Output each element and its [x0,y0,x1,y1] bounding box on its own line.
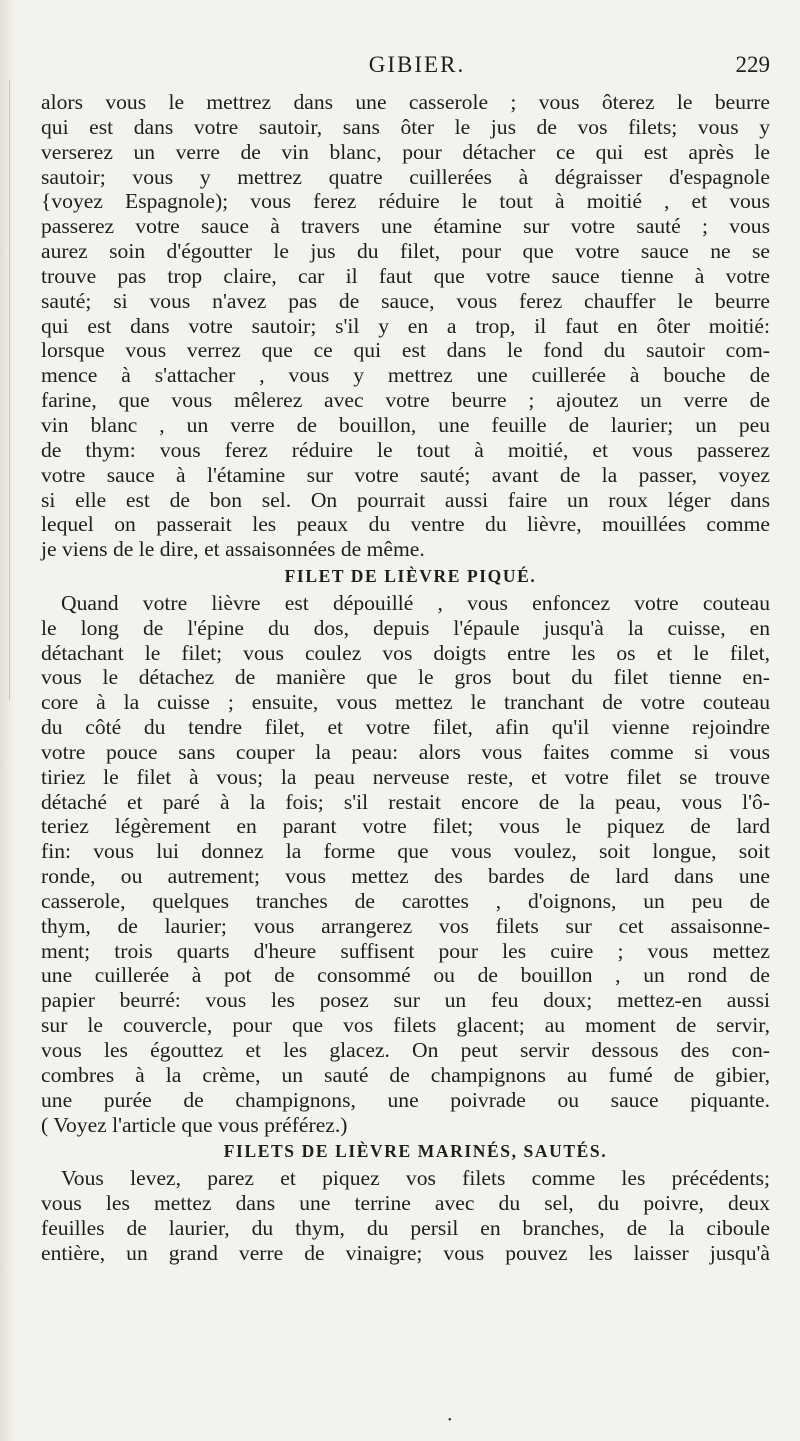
text-line: feuilles de laurier, du thym, du persil en branches, de la ciboule [41,1215,770,1240]
text-line: qui est dans votre sautoir; s'il y en a trop, il faut en ôter moitié: [41,313,770,338]
text-line: thym, de laurier; vous arrangerez vos filets sur cet assaisonne- [41,913,770,938]
text-line: vous le détachez de manière que le gros bout du filet tienne en- [41,665,770,690]
text-line: du côté du tendre filet, et votre filet, afin qu'il vienne rejoindre [41,715,770,740]
text-line: aurez soin d'égoutter le jus du filet, pour que votre sauce ne se [41,239,770,264]
text-line: combres à la crème, un sauté de champignons au fumé de gibier, [41,1062,770,1087]
text-line: verserez un verre de vin blanc, pour détacher ce qui est après le [41,139,770,164]
text-line: si elle est de bon sel. On pourrait aussi faire un roux léger dans [41,487,770,512]
text-line: passerez votre sauce à travers une étamine sur votre sauté ; vous [41,214,770,239]
text-line: papier beurré: vous les posez sur un feu doux; mettez-en aussi [41,988,770,1013]
text-line: une purée de champignons, une poivrade ou sauce piquante. [41,1087,770,1112]
text-line: je viens de le dire, et assaisonnées de même. [41,537,425,562]
text-line: entière, un grand verre de vinaigre; vous pouvez les laisser jusqu'à [41,1240,770,1265]
text-line: ronde, ou autrement; vous mettez des bardes de lard dans une [41,864,770,889]
paragraph-1 [41,90,770,562]
text-line: farine, que vous mêlerez avec votre beurre ; ajoutez un verre de [41,388,770,413]
text-line: qui est dans votre sautoir, sans ôter le jus de vos filets; vous y [41,114,770,139]
text-line: ( Voyez l'article que vous préférez.) [41,1112,348,1137]
text-line: lorsque vous verrez que ce qui est dans le fond du sautoir com- [41,338,770,363]
page-gutter [0,0,14,1441]
text-line: sur le couvercle, pour que vos filets glacent; au moment de servir, [41,1013,770,1038]
text-line: tiriez le filet à vous; la peau nerveuse reste, et votre filet se trouve [41,764,770,789]
body-text [41,90,770,1266]
text-line: trouve pas trop claire, car il faut que votre sauce tienne à votre [41,263,770,288]
text-line: sautoir; vous y mettrez quatre cuillerées à dégraisser d'espagnole [41,164,770,189]
text-line: une cuillerée à pot de consommé ou de bouillon , un rond de [41,963,770,988]
text-line: lequel on passerait les peaux du ventre du lièvre, mouillées comme [41,512,770,537]
text-line: Vous levez, parez et piquez vos filets comme les précédents; [61,1166,770,1191]
text-line: ment; trois quarts d'heure suffisent pour les cuire ; vous mettez [41,938,770,963]
text-line: détaché et paré à la fois; s'il restait encore de la peau, vous l'ô- [41,789,770,814]
text-line: sauté; si vous n'avez pas de sauce, vous ferez chauffer le beurre [41,288,770,313]
text-line: core à la cuisse ; ensuite, vous mettez le tranchant de votre couteau [41,690,770,715]
paragraph-3 [41,1166,770,1265]
text-line: vin blanc , un verre de bouillon, une feuille de laurier; un peu [41,412,770,437]
text-line: alors vous le mettrez dans une casserole ; vous ôterez le beurre [41,90,770,114]
text-line: détachant le filet; vous coulez vos doigts entre les os et le filet, [41,640,770,665]
text-line: mence à s'attacher , vous y mettrez une cuillerée à bouche de [41,363,770,388]
text-line: vous les égouttez et les glacez. On peut servir dessous des con- [41,1038,770,1063]
text-line: casserole, quelques tranches de carottes , d'oignons, un peu de [41,888,770,913]
running-title: GIBIER. [368,52,466,77]
footer-mark: • [448,1415,452,1426]
text-line: fin: vous lui donnez la forme que vous voulez, soit longue, soit [41,839,770,864]
section-heading-filet-pique: FILET DE LIÈVRE PIQUÉ. [284,566,537,587]
text-line: votre sauce à l'étamine sur votre sauté; avant de la passer, voyez [41,462,770,487]
text-line: le long de l'épine du dos, depuis l'épaule jusqu'à la cuisse, en [41,615,770,640]
text-line: de thym: vous ferez réduire le tout à moitié, et vous passerez [41,437,770,462]
gutter-line [9,80,10,700]
text-line: teriez légèrement en parant votre filet; vous le piquez de lard [41,814,770,839]
section-heading-filets-marines: FILETS DE LIÈVRE MARINÉS, SAUTÉS. [223,1141,608,1162]
text-line: {voyez Espagnole); vous ferez réduire le tout à moitié , et vous [41,189,770,214]
page-header [42,52,770,92]
text-line: vous les mettez dans une terrine avec du sel, du poivre, deux [41,1191,770,1216]
page-number: 229 [735,52,770,77]
text-line: Quand votre lièvre est dépouillé , vous enfoncez votre couteau [61,590,770,615]
text-line: votre pouce sans couper la peau: alors vous faites comme si vous [41,739,770,764]
paragraph-2 [41,591,770,1138]
